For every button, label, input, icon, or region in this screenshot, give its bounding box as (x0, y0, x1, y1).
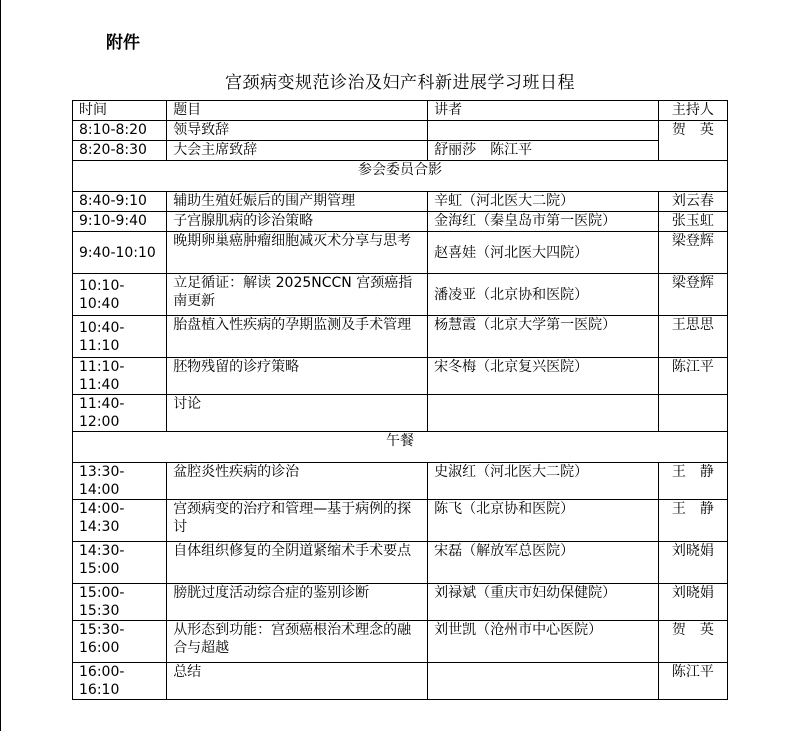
speaker-cell: 辛虹（河北医大二院） (428, 192, 659, 212)
time-cell: 11:10-11:40 (73, 358, 167, 395)
time-cell: 11:40-12:00 (73, 395, 167, 432)
table-row (73, 121, 728, 141)
break-row (73, 432, 728, 463)
time-cell: 14:00-14:30 (73, 500, 167, 542)
host-cell: 刘晓娟 (658, 542, 727, 584)
schedule-table (72, 100, 728, 700)
time-cell: 8:20-8:30 (73, 141, 167, 161)
time-cell: 14:30-15:00 (73, 542, 167, 584)
speaker-cell: 宋磊（解放军总医院） (428, 542, 659, 584)
speaker-cell: 刘世凯（沧州市中心医院） (428, 621, 659, 663)
table-row (73, 663, 728, 700)
host-cell (658, 395, 727, 432)
time-cell: 16:00-16:10 (73, 663, 167, 700)
host-cell: 梁登辉 (658, 274, 727, 316)
time-cell: 15:00-15:30 (73, 584, 167, 621)
table-row (73, 542, 728, 584)
host-cell: 张玉虹 (658, 212, 727, 232)
time-cell: 9:10-9:40 (73, 212, 167, 232)
topic-cell: 讨论 (167, 395, 428, 432)
table-row (73, 463, 728, 500)
host-cell: 王 静 (658, 463, 727, 500)
host-cell: 梁登辉 (658, 232, 727, 274)
host-cell: 刘晓娟 (658, 584, 727, 621)
speaker-cell: 宋冬梅（北京复兴医院） (428, 358, 659, 395)
speaker-cell: 杨慧霞（北京大学第一医院） (428, 316, 659, 358)
header-time: 时间 (73, 101, 167, 121)
host-cell: 王 静 (658, 500, 727, 542)
host-cell: 王思思 (658, 316, 727, 358)
speaker-cell: 陈飞（北京协和医院） (428, 500, 659, 542)
topic-cell: 晚期卵巢癌肿瘤细胞减灭术分享与思考 (167, 232, 428, 274)
time-cell: 10:10-10:40 (73, 274, 167, 316)
table-row (73, 212, 728, 232)
host-cell: 陈江平 (658, 358, 727, 395)
speaker-cell: 刘禄斌（重庆市妇幼保健院） (428, 584, 659, 621)
topic-cell: 宫颈病变的治疗和管理—基于病例的探讨 (167, 500, 428, 542)
time-cell: 10:40-11:10 (73, 316, 167, 358)
table-row (73, 500, 728, 542)
host-cell: 刘云春 (658, 192, 727, 212)
break-label: 午餐 (73, 432, 728, 463)
topic-cell: 自体组织修复的全阴道紧缩术手术要点 (167, 542, 428, 584)
speaker-cell (428, 121, 659, 141)
page-title: 宫颈病变规范诊治及妇产科新进展学习班日程 (225, 73, 575, 93)
speaker-cell: 赵喜娃（河北医大四院） (428, 232, 659, 274)
topic-cell: 总结 (167, 663, 428, 700)
topic-cell: 从形态到功能：宫颈癌根治术理念的融合与超越 (167, 621, 428, 663)
host-cell: 贺 英 (658, 621, 727, 663)
break-label: 参会委员合影 (73, 161, 728, 192)
speaker-cell: 金海红（秦皇岛市第一医院） (428, 212, 659, 232)
time-cell: 15:30-16:00 (73, 621, 167, 663)
topic-cell: 盆腔炎性疾病的诊治 (167, 463, 428, 500)
topic-cell: 辅助生殖妊娠后的围产期管理 (167, 192, 428, 212)
time-cell: 8:10-8:20 (73, 121, 167, 141)
topic-cell: 领导致辞 (167, 121, 428, 141)
speaker-cell (428, 395, 659, 432)
topic-cell: 胎盘植入性疾病的孕期监测及手术管理 (167, 316, 428, 358)
time-cell: 13:30-14:00 (73, 463, 167, 500)
table-row (73, 316, 728, 358)
table-row (73, 141, 728, 161)
speaker-cell: 潘凌亚（北京协和医院） (428, 274, 659, 316)
table-header-row (73, 101, 728, 121)
topic-cell: 立足循证：解读 2025NCCN 宫颈癌指南更新 (167, 274, 428, 316)
host-cell: 陈江平 (658, 663, 727, 700)
table-row (73, 192, 728, 212)
table-row (73, 621, 728, 663)
host-cell: 贺 英 (658, 121, 727, 161)
table-row (73, 274, 728, 316)
header-speaker: 讲者 (428, 101, 659, 121)
speaker-cell (428, 663, 659, 700)
table-row (73, 232, 728, 274)
time-cell: 8:40-9:10 (73, 192, 167, 212)
header-topic: 题目 (167, 101, 428, 121)
topic-cell: 大会主席致辞 (167, 141, 428, 161)
table-row (73, 395, 728, 432)
topic-cell: 膀胱过度活动综合症的鉴别诊断 (167, 584, 428, 621)
speaker-cell: 史淑红（河北医大二院） (428, 463, 659, 500)
time-cell: 9:40-10:10 (73, 232, 167, 274)
page-left-border (0, 0, 1, 731)
attachment-label: 附件 (106, 33, 140, 53)
topic-cell: 胚物残留的诊疗策略 (167, 358, 428, 395)
table-row (73, 358, 728, 395)
break-row (73, 161, 728, 192)
header-host: 主持人 (658, 101, 727, 121)
speaker-cell: 舒丽莎 陈江平 (428, 141, 659, 161)
topic-cell: 子宫腺肌病的诊治策略 (167, 212, 428, 232)
table-row (73, 584, 728, 621)
